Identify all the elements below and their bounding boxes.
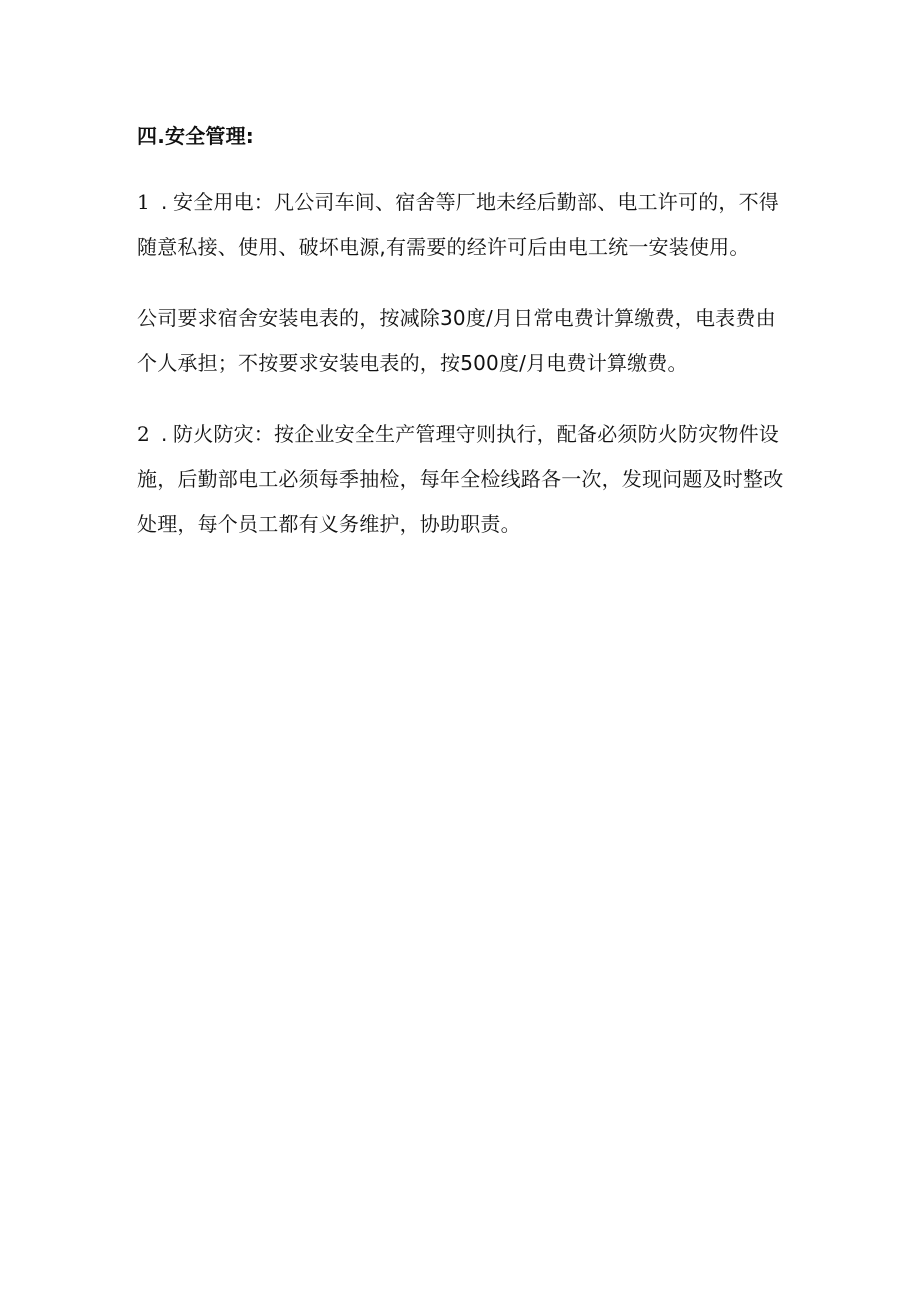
paragraph-electricity-meter bbox=[137, 296, 787, 386]
item-number: 2 bbox=[137, 422, 150, 446]
item-number: 1 bbox=[137, 190, 150, 214]
item-dot: . bbox=[161, 190, 168, 214]
paragraph-fire-prevention bbox=[137, 412, 787, 547]
section-title: 四.安全管理: bbox=[137, 124, 254, 148]
paragraph-text: 安全用电：凡公司车间、宿舍等厂地未经后勤部、电工许可的，不得随意私接、使用、破坏电源,有需要的经许可后由电工统一安装使用。 bbox=[137, 190, 779, 259]
document-content bbox=[137, 122, 787, 573]
paragraph-text: 防火防灾：按企业安全生产管理守则执行，配备必须防火防灾物件设施，后勤部电工必须每季抽检，每年全检线路各一次，发现问题及时整改处理，每个员工都有义务维护，协助职责。 bbox=[137, 422, 784, 536]
paragraph-text: 公司要求宿舍安装电表的，按减除30度/月日常电费计算缴费，电表费由个人承担；不按要求安装电表的，按500度/月电费计算缴费。 bbox=[137, 306, 776, 375]
paragraph-safe-electricity bbox=[137, 180, 787, 270]
item-dot: . bbox=[161, 422, 168, 446]
